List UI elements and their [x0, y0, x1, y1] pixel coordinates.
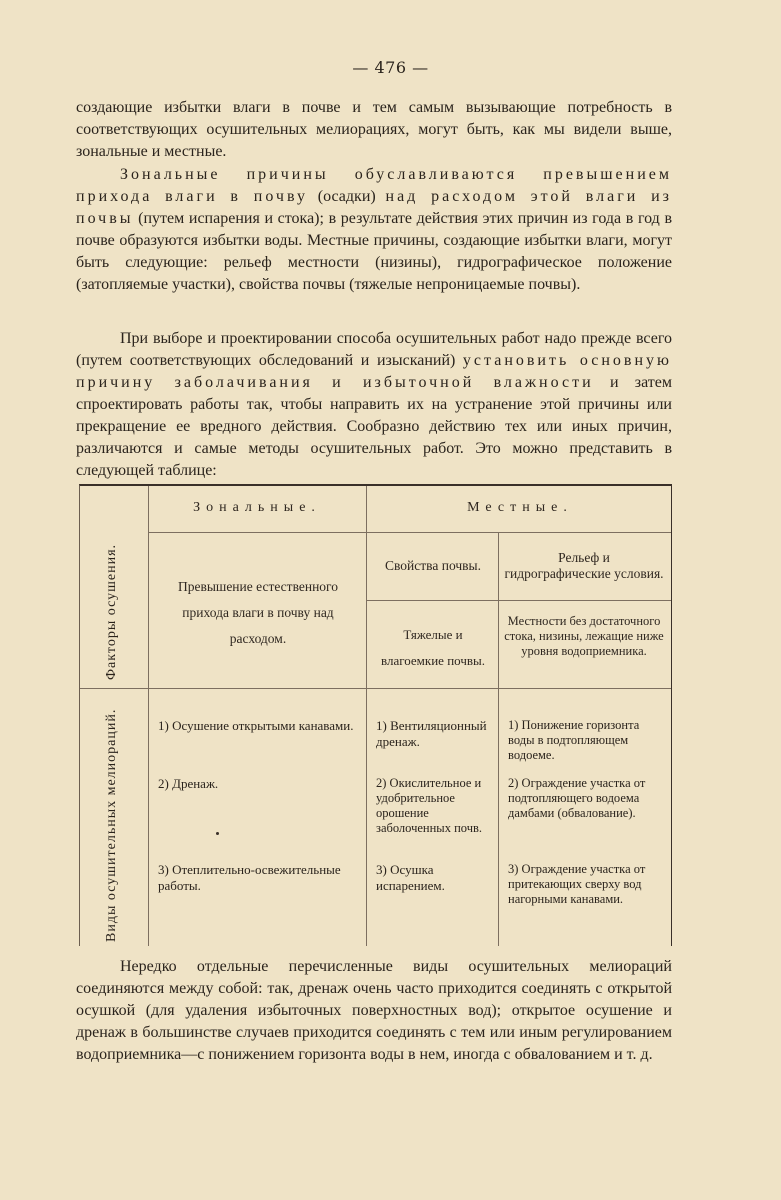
page-number: — 476 —: [352, 58, 429, 77]
factor-heavy-soils: Тяжелые и влагоемкие почвы.: [381, 627, 485, 668]
relief-type-item: 3) Ограждение участка от притекающих сверху вод нагорными канавами.: [508, 862, 646, 906]
side-label-types: Виды осушительных мелиораций.: [104, 708, 119, 942]
paragraph-causes: [76, 164, 672, 296]
relief-type-item: 2) Ограждение участка от подтопляющего водоема дамбами (обвалование).: [508, 776, 646, 820]
paragraph-intro: создающие избытки влаги в почве и тем самым вызывающие потребность в соответствующих осушительных мелиорациях, могут быть, как мы видели выше, зональные и местные.: [76, 99, 672, 160]
table-divider: [80, 688, 671, 689]
text-design-end: и затем спроектировать работы так, чтобы направить их на устранение этой причины или прекращение ее вредного действия. Сообразно действию тех или иных причин, различаются и самые методы осушительных работ. Это можно представить в следующей таблице:: [76, 374, 672, 479]
table-divider: [148, 532, 671, 533]
emphasis-main-cause: установить основную причину заболачивания и избыточной влажности: [76, 352, 672, 391]
factor-soil-properties: Свойства почвы.: [385, 558, 481, 573]
emphasis-zonal-causes: Зональные причины обуславливаются превышением прихода влаги в почву: [76, 166, 672, 205]
zonal-type-item: 3) Отеплительно-освежительные работы.: [158, 862, 341, 893]
emphasis-over-expense: над расходом этой влаги из почвы: [76, 188, 672, 227]
table-divider: [366, 486, 367, 946]
text-design-start: При выборе и проектировании способа осушительных работ надо прежде всего (путем соответствующих обследований и изысканий): [76, 330, 672, 369]
header-local: Местные.: [467, 500, 573, 515]
soil-type-item: 3) Осушка испарением.: [376, 862, 445, 893]
factor-relief-detail: Местности без достаточного стока, низины, лежащие ниже уровня водоприемника.: [504, 614, 664, 658]
drainage-table: [79, 484, 672, 946]
table-divider: [366, 600, 671, 601]
zonal-type-item: 1) Осушение открытыми канавами.: [158, 718, 354, 733]
side-label-factors: Факторы осушения.: [104, 543, 119, 680]
zonal-type-item: 2) Дренаж.: [158, 776, 219, 791]
table-divider: [148, 486, 149, 946]
text-causes-rest: (путем испарения и стока); в результате действия этих причин из года в год в почве образуются избытки воды. Местные причины, создающие избытки влаги, могут быть следующие: рельеф местности (низины), гидрографическое положение (затопляемые участки), свойства почвы (тяжелые непроницаемые почвы).: [76, 210, 672, 293]
text-precipitation: (осадки): [307, 188, 386, 205]
zonal-factor: Превышение естественного прихода влаги в почву над расходом.: [177, 579, 339, 646]
paragraph-design: [76, 328, 672, 482]
ink-dot: [216, 832, 219, 835]
relief-type-item: 1) Понижение горизонта воды в подтопляющем водоеме.: [508, 718, 640, 762]
soil-type-item: 1) Вентиляционный дренаж.: [376, 718, 487, 749]
table-divider: [498, 532, 499, 946]
paragraph-combination: Нередко отдельные перечисленные виды осушительных мелиораций соединяются между собой: так, дренаж очень часто приходится соединять с открытой осушкой (для удаления избыточных поверхностных вод); открытое осушение и дренаж в большинстве случаев приходится соединять с тем или иным регулированием водоприемника—с понижением горизонта воды в нем, иногда с обвалованием и т. д.: [76, 958, 672, 1063]
factor-relief: Рельеф и гидрографические условия.: [504, 550, 664, 581]
header-zonal: Зональные.: [193, 500, 321, 515]
soil-type-item: 2) Окислительное и удобрительное орошение заболоченных почв.: [376, 776, 483, 835]
